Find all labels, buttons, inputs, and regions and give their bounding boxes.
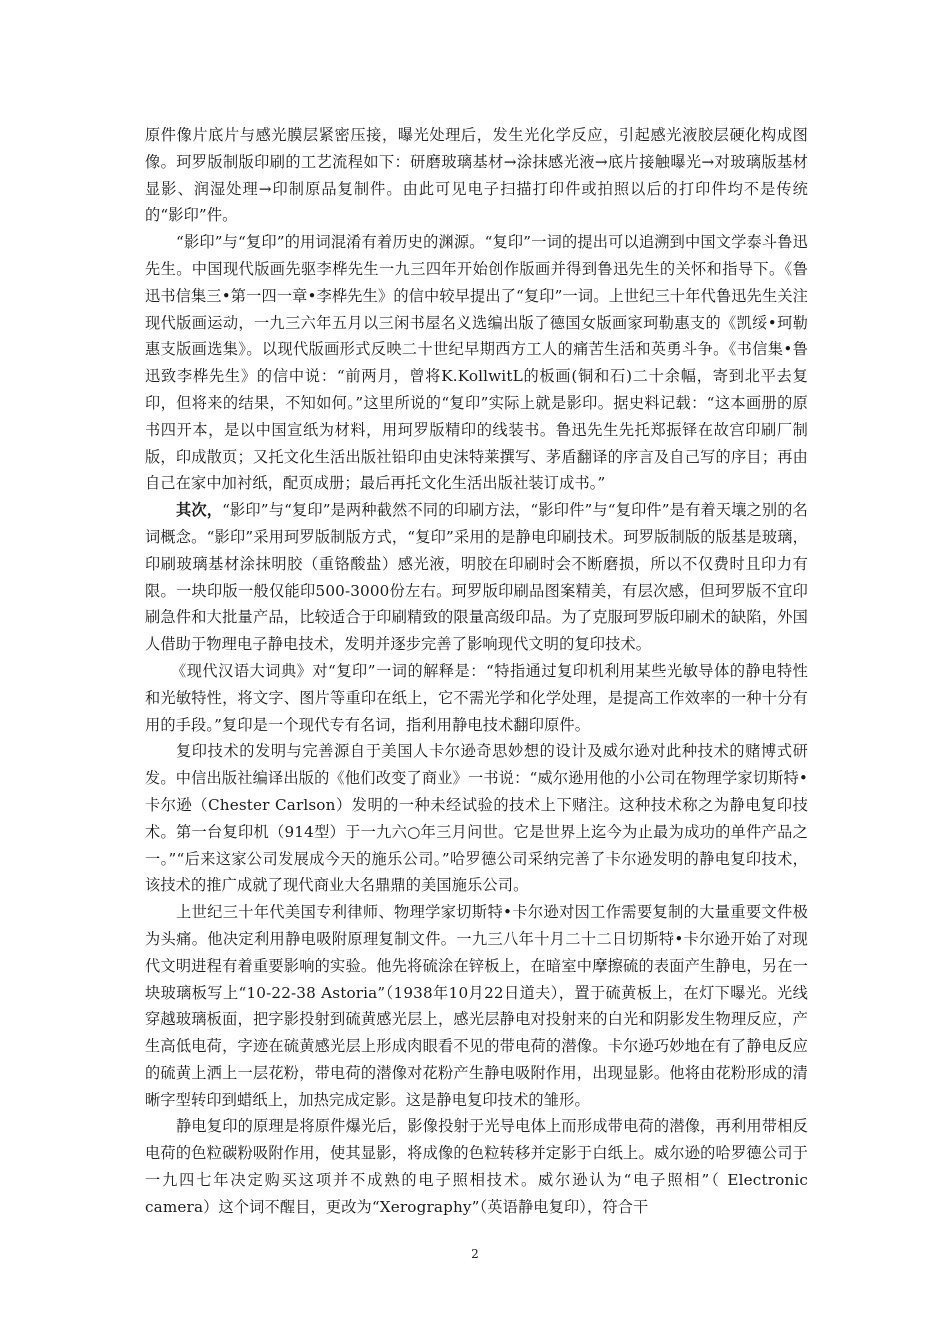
paragraph-5: 复印技术的发明与完善源自于美国人卡尔逊奇思妙想的设计及威尔逊对此种技术的赌博式研发。中信出版社编译出版的《他们改变了商业》一书说：“威尔逊用他的小公司在物理学家切斯特•卡尔逊（Chester Carlson）发明的一种未经试验的技术上下赌注。这种技术称之为静电复印技术。第一台复印机（914型）于一九六○年三月问世。它是世界上迄今为止最为成功的单件产品之一。”“后来这家公司发展成今天的施乐公司。”哈罗德公司采纳完善了卡尔逊发明的静电复印技术，该技术的推广成就了现代商业大名鼎鼎的美国施乐公司。 [145,742,808,895]
paragraph-3-lead: 其次， [176,501,223,520]
paragraph-2: “影印”与“复印”的用词混淆有着历史的渊源。“复印”一词的提出可以追溯到中国文学泰斗鲁迅先生。中国现代版画先驱李桦先生一九三四年开始创作版画并得到鲁迅先生的关怀和指导下。《鲁迅书信集三•第一四一章•李桦先生》的信中较早提出了“复印”一词。上世纪三十年代鲁迅先生关注现代版画运动，一九三六年五月以三闲书屋名义选编出版了德国女版画家珂勒惠支的《凯绥•珂勒惠支版画选集》。以现代版画形式反映二十世纪早期西方工人的痛苦生活和英勇斗争。《书信集•鲁迅致李桦先生》的信中说：“前两月，曾将K.KollwitL的板画(铜和石)二十余幅，寄到北平去复印，但将来的结果，不知如何。”这里所说的“复印”实际上就是影印。据史料记载：“这本画册的原书四开本，是以中国宣纸为材料，用珂罗版精印的线装书。鲁迅先生先托郑振铎在故宫印刷厂制版，印成散页；又托文化生活出版社铅印由史沫特莱撰写、茅盾翻译的序言及自己写的序目；再由自己在家中加衬纸，配页成册；最后再托文化生活出版社装订成书。” [145,233,808,493]
paragraph-3-body: “影印”与“复印”是两种截然不同的印刷方法，“影印件”与“复印件”是有着天壤之别的名词概念。“影印”采用珂罗版制版方式，“复印”采用的是静电印刷技术。珂罗版制版的版基是玻璃，印刷玻璃基材涂抹明胶（重铬酸盐）感光液，明胶在印刷时会不断磨损，所以不仅费时且印力有限。一块印版一般仅能印500-3000份左右。珂罗版印刷品图案精美，有层次感，但珂罗版不宜印刷急件和大批量产品，比较适合于印刷精致的限量高级印品。为了克服珂罗版印刷术的缺陷，外国人借助于物理电子静电技术，发明并逐步完善了影响现代文明的复印技术。 [145,501,808,654]
paragraph-3 [145,497,808,658]
page-number: 2 [471,1247,479,1261]
paragraph-6: 上世纪三十年代美国专利律师、物理学家切斯特•卡尔逊对因工作需要复制的大量重要文件极为头痛。他决定利用静电吸附原理复制文件。一九三八年十月二十二日切斯特•卡尔逊开始了对现代文明进程有着重要影响的实验。他先将硫涂在锌板上，在暗室中摩擦硫的表面产生静电，另在一块玻璃板写上“10-22-38 Astoria”（1938年10月22日道夫），置于硫黄板上，在灯下曝光。光线穿越玻璃板面，把字影投射到硫黄感光层上，感光层静电对投射来的白光和阴影发生物理反应，产生高低电荷，字迹在硫黄感光层上形成肉眼看不见的带电荷的潜像。卡尔逊巧妙地在有了静电反应的硫黄上洒上一层花粉，带电荷的潜像对花粉产生静电吸附作用，出现显影。他将由花粉形成的清晰字型转印到蜡纸上，加热完成定影。这是静电复印技术的雏形。 [145,903,808,1109]
document-page [145,122,808,1221]
paragraph-7: 静电复印的原理是将原件爆光后，影像投射于光导电体上而形成带电荷的潜像，再利用带相反电荷的色粒碳粉吸附作用，使其显影，将成像的色粒转移并定影于白纸上。威尔逊的哈罗德公司于一九四七年决定购买这项并不成熟的电子照相技术。威尔逊认为“电子照相”（ Electronic camera）这个词不醒目，更改为“Xerography”（英语静电复印），符合干 [145,1117,808,1216]
paragraph-1: 原件像片底片与感光膜层紧密压接，曝光处理后，发生光化学反应，引起感光液胶层硬化构成图像。珂罗版制版印刷的工艺流程如下：研磨玻璃基材→涂抹感光液→底片接触曝光→对玻璃版基材显影、润湿处理→印制原品复制件。由此可见电子扫描打印件或拍照以后的打印件均不是传统的“影印”件。 [145,126,808,225]
paragraph-4: 《现代汉语大词典》对“复印”一词的解释是：“特指通过复印机利用某些光敏导体的静电特性和光敏特性，将文字、图片等重印在纸上，它不需光学和化学处理，是提高工作效率的一种十分有用的手段。”复印是一个现代专有名词，指利用静电技术翻印原件。 [145,661,808,734]
